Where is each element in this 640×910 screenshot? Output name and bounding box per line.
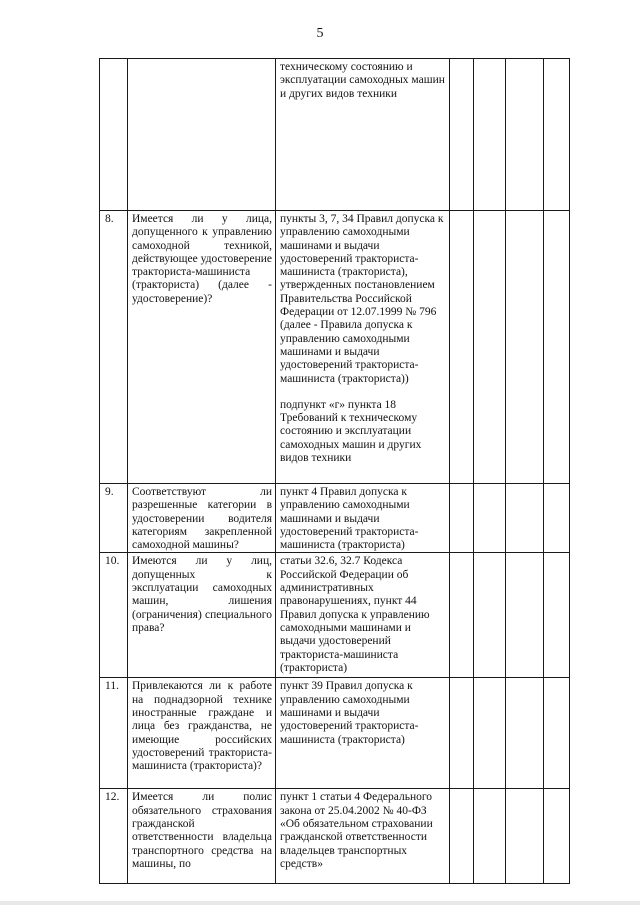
- answer-cell: [474, 211, 506, 484]
- table-row: [100, 484, 570, 553]
- answer-cell: [544, 789, 570, 884]
- row-number: 9.: [100, 484, 128, 553]
- answer-cell: [506, 678, 544, 789]
- answer-cell: [506, 553, 544, 678]
- answer-cell: [544, 678, 570, 789]
- answer-cell: [450, 789, 474, 884]
- answer-cell: [450, 553, 474, 678]
- row-number: 12.: [100, 789, 128, 884]
- table-row: [100, 553, 570, 678]
- question-text: Имеется ли полис обязательного страхования гражданской ответственности владельца транспортного средства на машины, по: [132, 791, 272, 870]
- legal-reference-cell: [276, 553, 450, 678]
- answer-cell: [506, 789, 544, 884]
- question-cell: [128, 789, 276, 884]
- legal-reference-cell: [276, 789, 450, 884]
- question-text: Имеются ли у лиц, допущенных к эксплуатации самоходных машин, лишения (ограничения) специального права?: [132, 555, 272, 634]
- row-number: 11.: [100, 678, 128, 789]
- question-cell: [128, 553, 276, 678]
- legal-reference-cell: [276, 484, 450, 553]
- legal-reference-cell: [276, 211, 450, 484]
- legal-reference-text: пункты 3, 7, 34 Правил допуска к управлению самоходными машинами и выдачи удостоверений тракториста-машиниста (тракториста), утвержденных постановлением Правительства Российской Федерации от 12.07.1999 № 796 (далее - Правила допуска к управлению самоходными машинами и выдачи удостоверений тракториста-машиниста (тракториста)): [280, 213, 444, 385]
- answer-cell: [544, 59, 570, 211]
- question-text: Имеется ли у лица, допущенного к управлению самоходной техникой, действующее удостоверение тракториста-машиниста (тракториста) (далее - удостоверение)?: [132, 213, 272, 305]
- answer-cell: [474, 553, 506, 678]
- question-cell: [128, 211, 276, 484]
- answer-cell: [544, 484, 570, 553]
- answer-cell: [474, 59, 506, 211]
- answer-cell: [450, 59, 474, 211]
- row-number: 10.: [100, 553, 128, 678]
- answer-cell: [474, 789, 506, 884]
- question-cell: [128, 678, 276, 789]
- answer-cell: [544, 211, 570, 484]
- answer-cell: [450, 211, 474, 484]
- answer-cell: [506, 211, 544, 484]
- page-number: 5: [316, 26, 324, 41]
- question-text: Соответствуют ли разрешенные категории в удостоверении водителя категориям закрепленной самоходной машины?: [132, 486, 272, 552]
- question-cell: [128, 484, 276, 553]
- page-bottom-edge: [0, 901, 640, 905]
- answer-cell: [450, 678, 474, 789]
- table-row: [100, 789, 570, 884]
- legal-reference-text: пункт 4 Правил допуска к управлению самоходными машинами и выдачи удостоверений тракториста-машиниста (тракториста): [280, 486, 419, 552]
- table-row: [100, 59, 570, 211]
- legal-reference-text: подпункт «г» пункта 18 Требований к техническому состоянию и эксплуатации самоходных машин и других видов техники: [280, 398, 422, 465]
- legal-reference-cell: [276, 678, 450, 789]
- table-row: [100, 211, 570, 484]
- legal-reference-text: техническому состоянию и эксплуатации самоходных машин и других видов техники: [280, 61, 445, 100]
- question-text: Привлекаются ли к работе на поднадзорной технике иностранные граждане и лица без гражданства, не имеющие российских удостоверений тракториста-машиниста (тракториста)?: [132, 680, 272, 773]
- answer-cell: [474, 678, 506, 789]
- table-row: [100, 678, 570, 789]
- row-number: 8.: [100, 211, 128, 484]
- question-cell: [128, 59, 276, 211]
- row-number: [100, 59, 128, 211]
- answer-cell: [474, 484, 506, 553]
- checklist-table: [99, 58, 570, 884]
- answer-cell: [544, 553, 570, 678]
- legal-reference-text: пункт 39 Правил допуска к управлению самоходными машинами и выдачи удостоверений тракториста-машиниста (тракториста): [280, 680, 419, 746]
- answer-cell: [450, 484, 474, 553]
- answer-cell: [506, 484, 544, 553]
- answer-cell: [506, 59, 544, 211]
- legal-reference-text: статьи 32.6, 32.7 Кодекса Российской Федерации об административных правонарушениях, пункт 44 Правил допуска к управлению самоходными машинами и выдачи удостоверений тракториста-машиниста (тракториста): [280, 555, 430, 674]
- legal-reference-text: пункт 1 статьи 4 Федерального закона от 25.04.2002 № 40-ФЗ «Об обязательном страховании гражданской ответственности владельцев транспортных средств»: [280, 791, 433, 870]
- legal-reference-cell: [276, 59, 450, 211]
